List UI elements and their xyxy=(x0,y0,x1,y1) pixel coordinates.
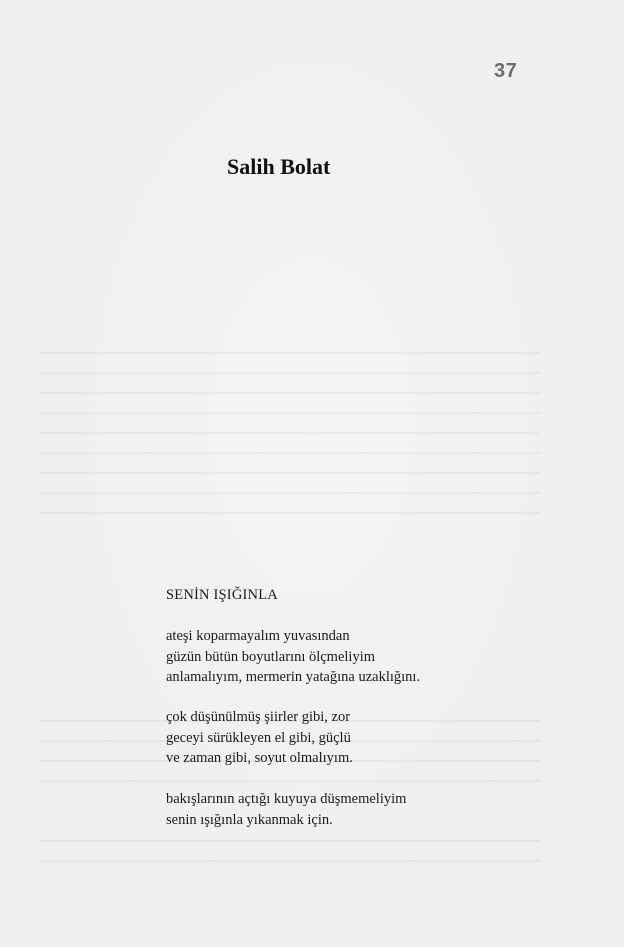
bleed-through-line xyxy=(40,452,540,454)
poem-line: senin ışığınla yıkanmak için. xyxy=(166,811,333,828)
bleed-through-line xyxy=(40,352,540,354)
poem-stanza xyxy=(166,707,353,769)
poem-line: ve zaman gibi, soyut olmalıyım. xyxy=(166,750,353,766)
poem-line: anlamalıyım, mermerin yatağına uzaklığını. xyxy=(166,669,421,685)
poem-line: geceyi sürükleyen el gibi, güçlü xyxy=(166,729,351,746)
poem-title: SENİN IŞIĞINLA xyxy=(166,587,278,603)
author-name: Salih Bolat xyxy=(227,154,331,179)
bleed-through-line xyxy=(40,840,540,842)
bleed-through-line xyxy=(40,432,540,434)
bleed-through-line xyxy=(40,472,540,474)
poem-line: ateşi koparmayalım yuvasından xyxy=(166,628,350,644)
poem-line: güzün bütün boyutlarını ölçmeliyim xyxy=(166,648,376,665)
poem-line: çok düşünülmüş şiirler gibi, zor xyxy=(166,709,351,725)
bleed-through-line xyxy=(40,512,540,514)
bleed-through-line xyxy=(40,392,540,394)
bleed-through-line xyxy=(40,860,540,862)
page-number: 37 xyxy=(494,60,518,82)
poem-stanza xyxy=(166,626,420,688)
poem-stanza xyxy=(166,789,406,830)
bleed-through-line xyxy=(40,372,540,374)
bleed-through-line xyxy=(40,780,540,782)
poem-line: bakışlarının açtığı kuyuya düşmemeliyim xyxy=(166,791,407,807)
bleed-through-line xyxy=(40,412,540,414)
bleed-through-line xyxy=(40,492,540,494)
